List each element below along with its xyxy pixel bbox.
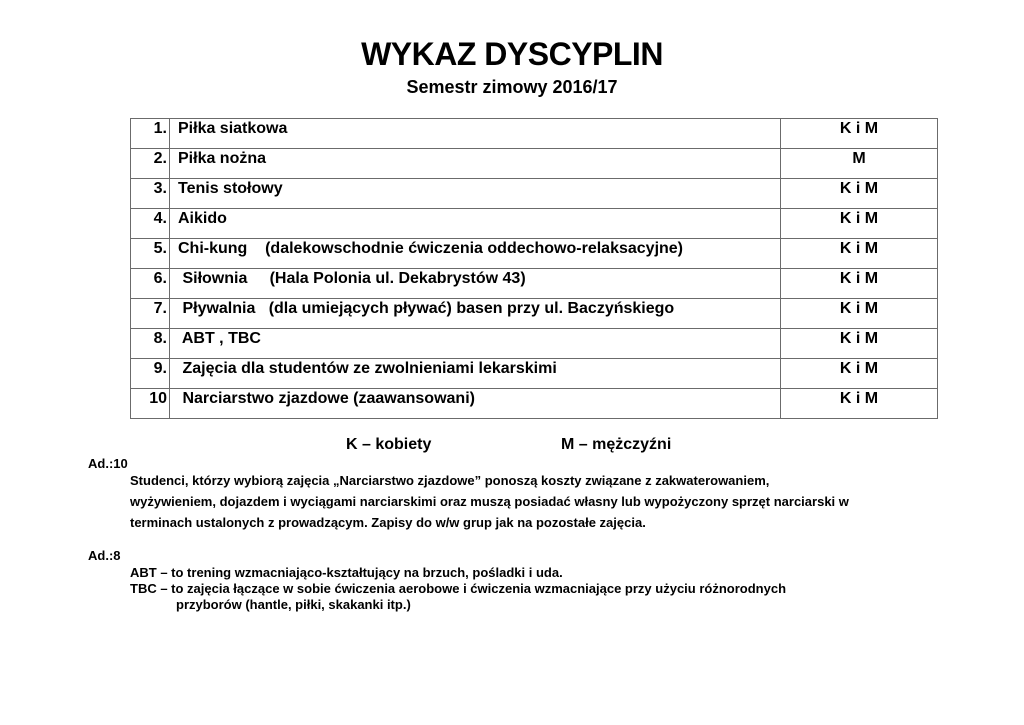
legend-women: K – kobiety xyxy=(346,436,432,453)
row-number: 2. xyxy=(131,149,170,179)
note-ad10-line: wyżywieniem, dojazdem i wyciągami narciarskimi oraz muszą posiadać własny lub wypożyczony sprzęt narciarski w xyxy=(130,494,849,509)
table-row xyxy=(131,179,938,209)
participants: K i M xyxy=(781,209,938,239)
discipline-name: Aikido xyxy=(170,209,781,239)
discipline-name: Pływalnia (dla umiejących pływać) basen przy ul. Baczyńskiego xyxy=(170,299,781,329)
page-title: WYKAZ DYSCYPLIN xyxy=(361,36,663,72)
discipline-name: Narciarstwo zjazdowe (zaawansowani) xyxy=(170,389,781,419)
row-number: 1. xyxy=(131,119,170,149)
participants: K i M xyxy=(781,119,938,149)
note-ad8-line: ABT – to trening wzmacniająco-kształtujący na brzuch, pośladki i uda. xyxy=(130,565,563,580)
table-row xyxy=(131,239,938,269)
note-ad8-line: TBC – to zajęcia łączące w sobie ćwiczenia aerobowe i ćwiczenia wzmacniające przy użyciu różnorodnych xyxy=(130,581,787,596)
note-ad8-line: przyborów (hantle, piłki, skakanki itp.) xyxy=(176,597,411,612)
participants: K i M xyxy=(781,299,938,329)
table-row xyxy=(131,389,938,419)
row-number: 4. xyxy=(131,209,170,239)
discipline-name: Chi-kung (dalekowschodnie ćwiczenia oddechowo-relaksacyjne) xyxy=(170,239,781,269)
row-number: 9. xyxy=(131,359,170,389)
row-number: 8. xyxy=(131,329,170,359)
row-number: 3. xyxy=(131,179,170,209)
table-row xyxy=(131,119,938,149)
participants: K i M xyxy=(781,329,938,359)
participants: M xyxy=(781,149,938,179)
discipline-name: Piłka siatkowa xyxy=(170,119,781,149)
table-row xyxy=(131,269,938,299)
participants: K i M xyxy=(781,179,938,209)
note-ad10-line: terminach ustalonych z prowadzącym. Zapisy do w/w grup jak na pozostałe zajęcia. xyxy=(130,515,646,530)
note-ad8-label: Ad.:8 xyxy=(88,548,121,563)
table-row xyxy=(131,359,938,389)
row-number: 6. xyxy=(131,269,170,299)
table-row xyxy=(131,149,938,179)
discipline-name: Siłownia (Hala Polonia ul. Dekabrystów 43) xyxy=(170,269,781,299)
disciplines-table xyxy=(130,118,938,419)
discipline-name: Tenis stołowy xyxy=(170,179,781,209)
note-ad8-text xyxy=(130,565,960,613)
discipline-name: Zajęcia dla studentów ze zwolnieniami lekarskimi xyxy=(170,359,781,389)
row-number: 10 xyxy=(131,389,170,419)
row-number: 5. xyxy=(131,239,170,269)
participants: K i M xyxy=(781,239,938,269)
table-row xyxy=(131,299,938,329)
legend-men: M – mężczyźni xyxy=(561,436,672,453)
discipline-name: ABT , TBC xyxy=(170,329,781,359)
table-row xyxy=(131,329,938,359)
row-number: 7. xyxy=(131,299,170,329)
page-subtitle: Semestr zimowy 2016/17 xyxy=(406,77,618,97)
note-ad10-label: Ad.:10 xyxy=(88,456,128,471)
discipline-name: Piłka nożna xyxy=(170,149,781,179)
participants: K i M xyxy=(781,359,938,389)
note-ad10-line: Studenci, którzy wybiorą zajęcia „Narciarstwo zjazdowe” ponoszą koszty związane z zakwaterowaniem, xyxy=(130,473,770,488)
participants: K i M xyxy=(781,269,938,299)
table-row xyxy=(131,209,938,239)
note-ad10-text xyxy=(130,470,960,533)
participants: K i M xyxy=(781,389,938,419)
